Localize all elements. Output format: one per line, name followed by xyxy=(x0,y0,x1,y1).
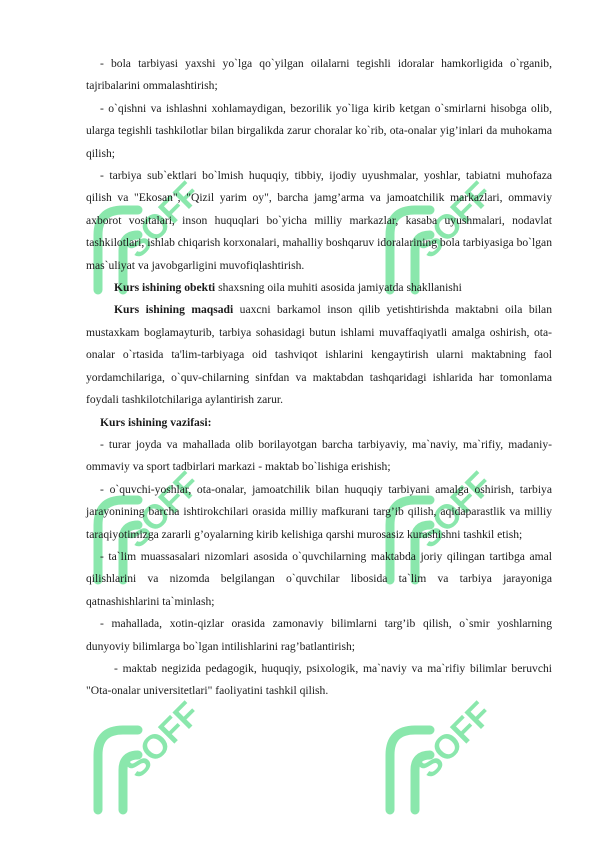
document-body xyxy=(86,53,552,703)
svg-text:SOFF: SOFF xyxy=(116,464,208,556)
goal-paragraph: Kurs ishining maqsadi uaxcni barkamol inson qilib yetishtirishda maktabni oila bilan mustaxkam boglamayturib, tarbiya sohasidagi butun ishlami muvaffaqiyatli amalga oshirish, ota-onalar o`rtasida ta'lim-tarbiyaga oid tashviqot ishlarini kengaytirish ularni maktabning faol yordamchilariga, o`quv-chilarning sinfdan va maktabdan tashqaridagi ishlarida har tomonlama foydali tashkilotchilariga aylantirish zarur. xyxy=(86,303,553,407)
list-item: - o`quvchi-yoshlar, ota-onalar, jamoatchilik bilan huquqiy tarbiyani amalga oshirish, tarbiya jarayonining barcha ishtirokchilari orasida milliy mafkurani targ’ib qilish, aqidaparastlik va milliy taraqiyotimizga zararli g’oyalarning kirib kelishiga qarshi murosasiz kurashishni tashkil etish; xyxy=(86,482,552,541)
object-heading: Kurs ishining obekti xyxy=(114,281,216,295)
goal-heading: Kurs ishining maqsadi xyxy=(114,303,234,317)
svg-text:SOFF: SOFF xyxy=(408,464,500,556)
list-item: - tarbiya sub`ektlari bo`lmish huquqiy, tibbiy, ijodiy uyushmalar, yoshlar, tabiatni muhofaza qilish va "Ekosan", "Qizil yarim oy", barcha jamg’arma va jamoatchilik markazlari, ommaviy axborot vositalari, inson huquqlari bo`yicha milliy markazlar, kasaba uyushmalari, nodavlat tashkilotlari, ishlab chiqarish korxonalari, mahalliy boshqaruv idoralarining bola tarbiyasiga bo`lgan mas`uliyat va javobgarligini muvofiqlashtirish. xyxy=(86,169,552,272)
list-item: - bola tarbiyasi yaxshi yo`lga qo`yilgan oilalarni tegishli idoralar hamkorligida o`rganib, tajribalarini ommalashtirish; xyxy=(86,57,552,93)
svg-text:SOFF: SOFF xyxy=(408,694,500,786)
list-item: - turar joyda va mahallada olib borilayotgan barcha tarbiyaviy, ma`naviy, ma`rifiy, madaniy-ommaviy va sport tadbirlari markazi - maktab bo`lishiga erishish; xyxy=(86,437,552,474)
svg-text:SOFF: SOFF xyxy=(116,174,208,266)
list-item: - ta`lim muassasalari nizomlari asosida o`quvchilarning maktabda joriy qilingan tartibga amal qilishlarini va nizomda belgilangan o`quvchilar libosida ta`lim va tarbiya jarayoniga qatnashishlarini ta`minlash; xyxy=(86,549,552,608)
list-item: - o`qishni va ishlashni xohlamaydigan, bezorilik yo`liga kirib ketgan o`smirlarni hisobga olib, ularga tegishli tashkilotlar bilan birgalikda zarur choralar ko`rib, ota-onalar yig’inlari da muhokama qilish; xyxy=(86,101,552,160)
svg-text:SOFF: SOFF xyxy=(116,694,208,786)
list-item: - mahallada, xotin-qizlar orasida zamonaviy bilimlarni targ’ib qilish, o`smir yoshlarning dunyoviy bilimlarga bo`lgan intilishlarini rag’batlantirish; xyxy=(86,617,552,653)
list-item: - maktab negizida pedagogik, huquqiy, psixologik, ma`naviy va ma`rifiy bilimlar beruvchi "Ota-onalar universitetlari" faoliyatini tashkil qilish. xyxy=(86,661,552,698)
tasks-heading: Kurs ishining vazifasi: xyxy=(100,415,212,429)
svg-text:SOFF: SOFF xyxy=(408,174,500,266)
object-paragraph: Kurs ishining obekti shaxsning oila muhiti asosida jamiyatda shakllanishi xyxy=(114,281,462,295)
